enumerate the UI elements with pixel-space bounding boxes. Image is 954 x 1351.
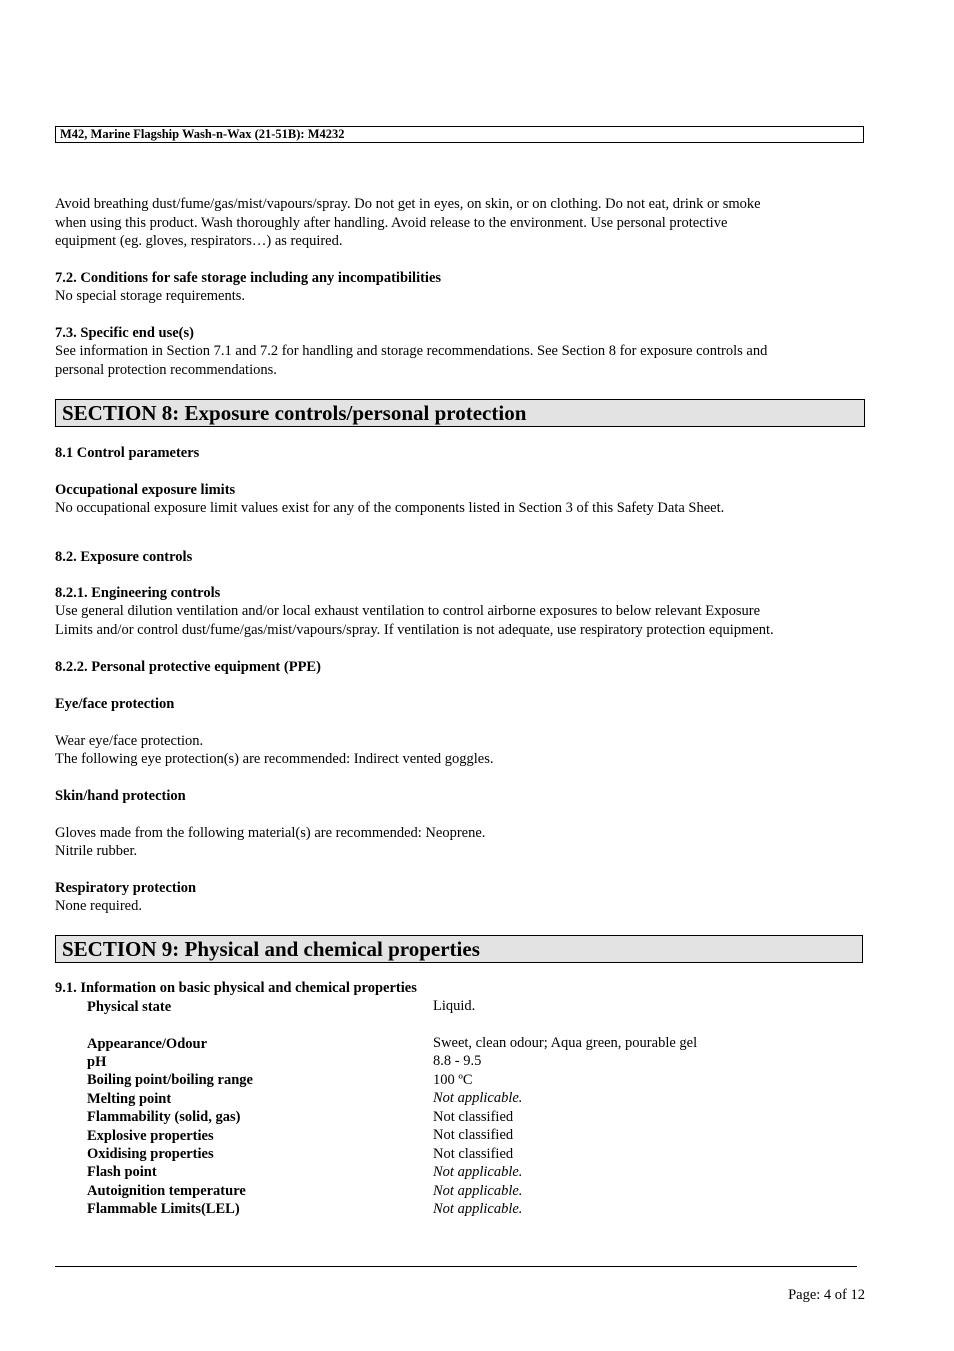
skin-protection-text-1: Gloves made from the following material(s) are recommended: Neoprene. xyxy=(55,825,486,841)
handling-text-line-2: when using this product. Wash thoroughly after handling. Avoid release to the environment. Use personal protective xyxy=(55,215,728,231)
property-value: Not applicable. xyxy=(433,1090,523,1106)
property-label: Boiling point/boiling range xyxy=(87,1072,253,1088)
engineering-text-line-1: Use general dilution ventilation and/or local exhaust ventilation to control airborne exposures to below relevant Exposure xyxy=(55,603,761,619)
ppe-heading: 8.2.2. Personal protective equipment (PPE) xyxy=(55,659,321,675)
respiratory-protection-text: None required. xyxy=(55,898,142,914)
document-header: M42, Marine Flagship Wash-n-Wax (21-51B): M4232 xyxy=(55,126,864,143)
end-use-text-line-2: personal protection recommendations. xyxy=(55,362,277,378)
footer-divider xyxy=(55,1266,857,1267)
oel-heading: Occupational exposure limits xyxy=(55,482,236,498)
property-label: Flammability (solid, gas) xyxy=(87,1109,241,1125)
property-value: 100 ºC xyxy=(433,1072,473,1088)
property-value: Liquid. xyxy=(433,998,476,1014)
eye-protection-text-2: The following eye protection(s) are recommended: Indirect vented goggles. xyxy=(55,751,494,767)
property-label: Autoignition temperature xyxy=(87,1183,246,1199)
property-value: Not applicable. xyxy=(433,1201,523,1217)
storage-heading: 7.2. Conditions for safe storage including any incompatibilities xyxy=(55,270,442,286)
property-value: Not classified xyxy=(433,1109,514,1125)
property-value: Not applicable. xyxy=(433,1164,523,1180)
skin-protection-heading: Skin/hand protection xyxy=(55,788,186,804)
property-value: Not applicable. xyxy=(433,1183,523,1199)
handling-text-line-3: equipment (eg. gloves, respirators…) as required. xyxy=(55,233,343,249)
eye-protection-heading: Eye/face protection xyxy=(55,696,175,712)
end-use-heading: 7.3. Specific end use(s) xyxy=(55,325,194,341)
property-label: Explosive properties xyxy=(87,1128,214,1144)
oel-text: No occupational exposure limit values exist for any of the components listed in Section 3 of this Safety Data Sheet. xyxy=(55,500,725,516)
property-label: Physical state xyxy=(87,999,172,1015)
basic-properties-heading: 9.1. Information on basic physical and chemical properties xyxy=(55,980,417,996)
control-parameters-heading: 8.1 Control parameters xyxy=(55,445,200,461)
exposure-controls-heading: 8.2. Exposure controls xyxy=(55,549,193,565)
property-label: pH xyxy=(87,1054,107,1070)
skin-protection-text-2: Nitrile rubber. xyxy=(55,843,138,859)
eye-protection-text-1: Wear eye/face protection. xyxy=(55,733,204,749)
property-label: Melting point xyxy=(87,1091,172,1107)
property-value: Not classified xyxy=(433,1127,514,1143)
property-value: 8.8 - 9.5 xyxy=(433,1053,482,1069)
respiratory-protection-heading: Respiratory protection xyxy=(55,880,197,896)
property-label: Appearance/Odour xyxy=(87,1036,208,1052)
property-label: Flammable Limits(LEL) xyxy=(87,1201,240,1217)
property-value: Not classified xyxy=(433,1146,514,1162)
section-9-title: SECTION 9: Physical and chemical properties xyxy=(55,935,863,963)
storage-text: No special storage requirements. xyxy=(55,288,246,304)
section-8-title: SECTION 8: Exposure controls/personal protection xyxy=(55,399,865,427)
handling-text-line-1: Avoid breathing dust/fume/gas/mist/vapours/spray. Do not get in eyes, on skin, or on clothing. Do not eat, drink or smoke xyxy=(55,196,761,212)
end-use-text-line-1: See information in Section 7.1 and 7.2 for handling and storage recommendations. See Section 8 for exposure controls and xyxy=(55,343,768,359)
engineering-text-line-2: Limits and/or control dust/fume/gas/mist/vapours/spray. If ventilation is not adequate, use respiratory protection equipment. xyxy=(55,622,774,638)
property-label: Flash point xyxy=(87,1164,157,1180)
engineering-controls-heading: 8.2.1. Engineering controls xyxy=(55,585,221,601)
page-number: Page: 4 of 12 xyxy=(788,1287,865,1303)
property-label: Oxidising properties xyxy=(87,1146,214,1162)
property-value: Sweet, clean odour; Aqua green, pourable gel xyxy=(433,1035,698,1051)
